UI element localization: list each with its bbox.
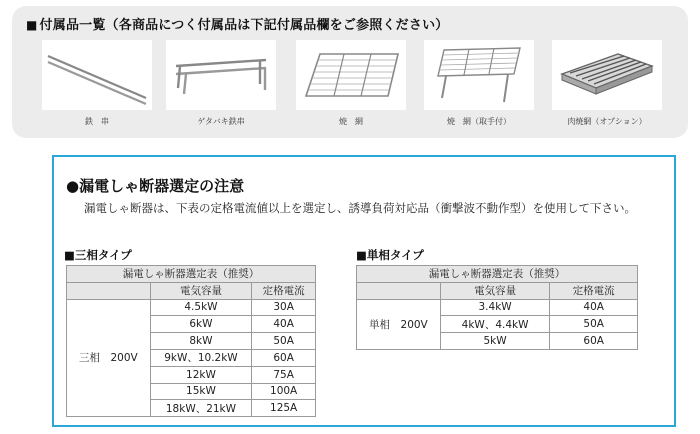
phase-header-blank: [357, 282, 441, 299]
capacity-cell: 9kW、10.2kW: [150, 349, 252, 366]
current-cell: 100A: [252, 383, 316, 400]
accessory-label: 焼 網: [339, 117, 363, 126]
current-cell: 50A: [252, 333, 316, 350]
current-cell: 60A: [252, 349, 316, 366]
table-title-row: [357, 266, 638, 283]
table-title: 漏電しゃ断器選定表（推奨）: [67, 266, 316, 283]
three-phase-table: [66, 265, 316, 417]
geta-skewer-image: [166, 40, 276, 110]
breaker-notice-box: [52, 155, 676, 427]
accessory-item-grill-net-handles: [424, 40, 534, 132]
accessories-title: [26, 14, 449, 33]
phase-label: 三相 200V: [67, 299, 151, 417]
notice-title: ●漏電しゃ断器選定の注意: [66, 177, 245, 195]
capacity-cell: 15kW: [150, 383, 252, 400]
accessory-label: 肉焼網（オプション）: [567, 117, 647, 126]
capacity-cell: 5kW: [440, 333, 550, 350]
table-title: 漏電しゃ断器選定表（推奨）: [357, 266, 638, 283]
table-header-row: [357, 282, 638, 299]
col-current-header: 定格電流: [550, 282, 638, 299]
three-phase-heading: ■三相タイプ: [64, 248, 132, 262]
phase-header-blank: [67, 282, 151, 299]
accessory-label: 焼 網（取手付）: [447, 117, 511, 126]
table-header-row: [67, 282, 316, 299]
capacity-cell: 6kW: [150, 316, 252, 333]
col-capacity-header: 電気容量: [440, 282, 550, 299]
title-marker: ■: [26, 18, 38, 32]
accessory-item-skewer: [42, 40, 152, 132]
current-cell: 30A: [252, 299, 316, 316]
capacity-cell: 3.4kW: [440, 299, 550, 316]
col-capacity-header: 電気容量: [150, 282, 252, 299]
current-cell: 75A: [252, 366, 316, 383]
skewer-image: [42, 40, 152, 110]
accessory-label: ゲタバキ鉄串: [197, 117, 245, 126]
table-row: [357, 299, 638, 316]
current-cell: 60A: [550, 333, 638, 350]
accessories-panel: [12, 6, 688, 138]
current-cell: 50A: [550, 316, 638, 333]
grill-net-image: [296, 40, 406, 110]
table-title-row: [67, 266, 316, 283]
accessory-label: 鉄 串: [85, 117, 109, 126]
single-phase-table: [356, 265, 638, 350]
accessory-item-meat-grill: [552, 40, 662, 132]
single-phase-heading: ■単相タイプ: [356, 248, 424, 262]
capacity-cell: 18kW、21kW: [150, 400, 252, 417]
meat-grill-image: [552, 40, 662, 110]
grill-net-handles-image: [424, 40, 534, 110]
capacity-cell: 4.5kW: [150, 299, 252, 316]
accessory-item-grill-net: [296, 40, 406, 132]
accessories-title-text: 付属品一覧（各商品につく付属品は下記付属品欄をご参照ください）: [39, 18, 449, 33]
current-cell: 125A: [252, 400, 316, 417]
capacity-cell: 8kW: [150, 333, 252, 350]
capacity-cell: 4kW、4.4kW: [440, 316, 550, 333]
current-cell: 40A: [550, 299, 638, 316]
col-current-header: 定格電流: [252, 282, 316, 299]
accessory-item-geta-skewer: [166, 40, 276, 132]
current-cell: 40A: [252, 316, 316, 333]
capacity-cell: 12kW: [150, 366, 252, 383]
notice-body: 漏電しゃ断器は、下表の定格電流値以上を選定し、誘導負荷対応品（衝撃波不動作型）を使用して下さい。: [84, 201, 636, 215]
table-row: [67, 299, 316, 316]
phase-label: 単相 200V: [357, 299, 441, 349]
